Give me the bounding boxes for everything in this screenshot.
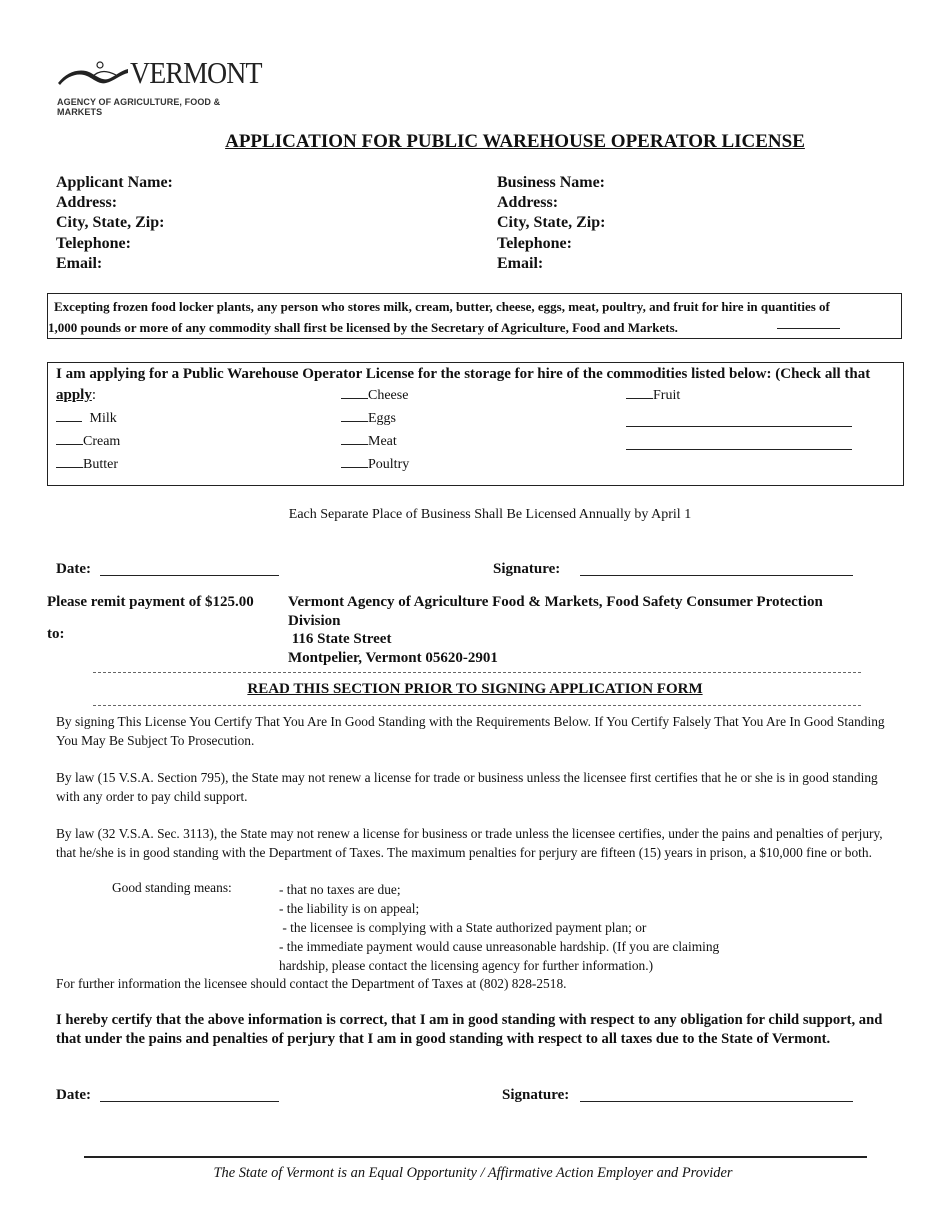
commodity-checklist [47, 362, 904, 486]
eggs-option[interactable] [341, 411, 396, 427]
equal-opportunity-footer: The State of Vermont is an Equal Opportunity / Affirmative Action Employer and Provider [213, 1165, 733, 1181]
signature-line-2[interactable] [580, 1101, 853, 1102]
annual-license-notice: Each Separate Place of Business Shall Be Licensed Annually by April 1 [288, 507, 692, 522]
cheese-check-blank[interactable] [341, 397, 368, 399]
meat-option[interactable] [341, 434, 397, 450]
business-name-label: Business Name: [497, 174, 606, 191]
cheese-option[interactable] [341, 388, 408, 404]
cream-check-blank[interactable] [56, 443, 83, 445]
applicant-email-label: Email: [56, 254, 103, 272]
certification-statement: I hereby certify that the above information is correct, that I am in good standing with respect to any obligation for child support, and that under the pains and penalties of perjury that I am in good standing with respect to all taxes due to the State of Vermont. [56, 1012, 883, 1047]
form-title: APPLICATION FOR PUBLIC WAREHOUSE OPERATOR LICENSE [225, 131, 805, 152]
applicant-fields [56, 173, 173, 274]
remit-address-line-4: Montpelier, Vermont 05620-2901 [288, 649, 498, 666]
footer-rule [84, 1156, 867, 1158]
date-line-1[interactable] [100, 575, 279, 576]
milk-option[interactable] [56, 411, 117, 427]
business-telephone-label: Telephone: [497, 234, 572, 252]
fruit-label: Fruit [653, 388, 681, 403]
butter-label: Butter [83, 457, 118, 472]
remit-payment-label: Please remit payment of $125.00 [47, 594, 254, 610]
good-standing-item: hardship, please contact the licensing agency for further information.) [279, 958, 654, 973]
notice-line-1: Excepting frozen food locker plants, any person who stores milk, cream, butter, cheese, eggs, meat, poultry, and fruit for hire in quantities of [54, 299, 830, 314]
good-standing-item: - that no taxes are due; [279, 882, 401, 897]
certify-warning-paragraph: By signing This License You Certify That You Are In Good Standing with the Requirements Below. If You Certify Falsely That You Are In Good Standing You May Be Subject To Prosecution. [56, 714, 885, 748]
date-line-2[interactable] [100, 1101, 279, 1102]
good-standing-item: - the immediate payment would cause unreasonable hardship. (If you are claiming [279, 939, 720, 954]
signature-label-1: Signature: [493, 561, 561, 577]
date-label-1: Date: [56, 561, 91, 577]
good-standing-item: - the licensee is complying with a State authorized payment plan; or [279, 920, 647, 935]
applicant-name-label: Applicant Name: [56, 174, 173, 191]
fruit-check-blank[interactable] [626, 397, 653, 399]
date-label-2: Date: [56, 1087, 91, 1103]
dashed-rule-top [93, 672, 861, 673]
commodity-intro: I am applying for a Public Warehouse Operator License for the storage for hire of the commodities listed below: (Check all that apply: [56, 366, 871, 403]
good-standing-label: Good standing means: [112, 880, 232, 895]
remit-address-line-2: Division [288, 612, 341, 629]
remit-to-label: to: [47, 626, 65, 642]
applicant-city-label: City, State, Zip: [56, 214, 165, 232]
logo-agency-name: AGENCY OF AGRICULTURE, FOOD & MARKETS [57, 97, 221, 117]
other-commodity-line-1[interactable] [626, 426, 852, 427]
remit-address-line-1: Vermont Agency of Agriculture Food & Markets, Food Safety Consumer Protection [288, 594, 823, 610]
business-email-label: Email: [497, 254, 544, 272]
child-support-paragraph: By law (15 V.S.A. Section 795), the State may not renew a license for trade or business unless the licensee first certifies that he or she is in good standing with any order to pay child support. [56, 770, 878, 804]
licensing-notice-text [48, 296, 904, 338]
further-info-text: For further information the licensee should contact the Department of Taxes at (802) 828-2518. [56, 976, 567, 991]
remit-address [288, 593, 868, 667]
poultry-check-blank[interactable] [341, 466, 368, 468]
milk-label: Milk [89, 411, 117, 426]
dashed-rule-bottom [93, 705, 861, 706]
other-commodity-line-2[interactable] [626, 449, 852, 450]
applicant-telephone-label: Telephone: [56, 234, 131, 252]
taxes-paragraph: By law (32 V.S.A. Sec. 3113), the State may not renew a license for business or trade unless the licensee certifies, under the pains and penalties of perjury, that he/she is in good standing with the Department of Taxes. The maximum penalties for perjury are fifteen (15) years in prison, a $10,000 fine or both. [56, 826, 883, 860]
licensing-notice-box [47, 293, 902, 339]
business-city-label: City, State, Zip: [497, 214, 606, 232]
meat-label: Meat [368, 434, 397, 449]
fruit-option[interactable] [626, 388, 680, 404]
notice-blank-line [777, 328, 840, 329]
remit-address-line-3: 116 State Street [288, 631, 392, 647]
eggs-check-blank[interactable] [341, 420, 368, 422]
cream-option[interactable] [56, 434, 120, 450]
eggs-label: Eggs [368, 411, 396, 426]
meat-check-blank[interactable] [341, 443, 368, 445]
business-fields [497, 173, 605, 274]
business-address-label: Address: [497, 194, 559, 212]
poultry-option[interactable] [341, 457, 409, 473]
cheese-label: Cheese [368, 388, 409, 403]
mountain-icon [56, 59, 130, 87]
vermont-agency-logo [56, 55, 262, 117]
good-standing-item: - the liability is on appeal; [279, 901, 420, 916]
signature-line-1[interactable] [580, 575, 853, 576]
signature-label-2: Signature: [502, 1087, 570, 1103]
good-standing-list [279, 880, 719, 975]
poultry-label: Poultry [368, 457, 410, 472]
butter-check-blank[interactable] [56, 466, 83, 468]
milk-check-blank[interactable] [56, 420, 82, 422]
butter-option[interactable] [56, 457, 118, 473]
logo-wordmark: VERMONT [130, 55, 262, 90]
applicant-address-label: Address: [56, 194, 118, 212]
notice-line-2: 1,000 pounds or more of any commodity shall first be licensed by the Secretary of Agriculture, Food and Markets. [48, 320, 678, 335]
read-section-heading: READ THIS SECTION PRIOR TO SIGNING APPLICATION FORM [247, 681, 703, 697]
cream-label: Cream [83, 434, 121, 449]
